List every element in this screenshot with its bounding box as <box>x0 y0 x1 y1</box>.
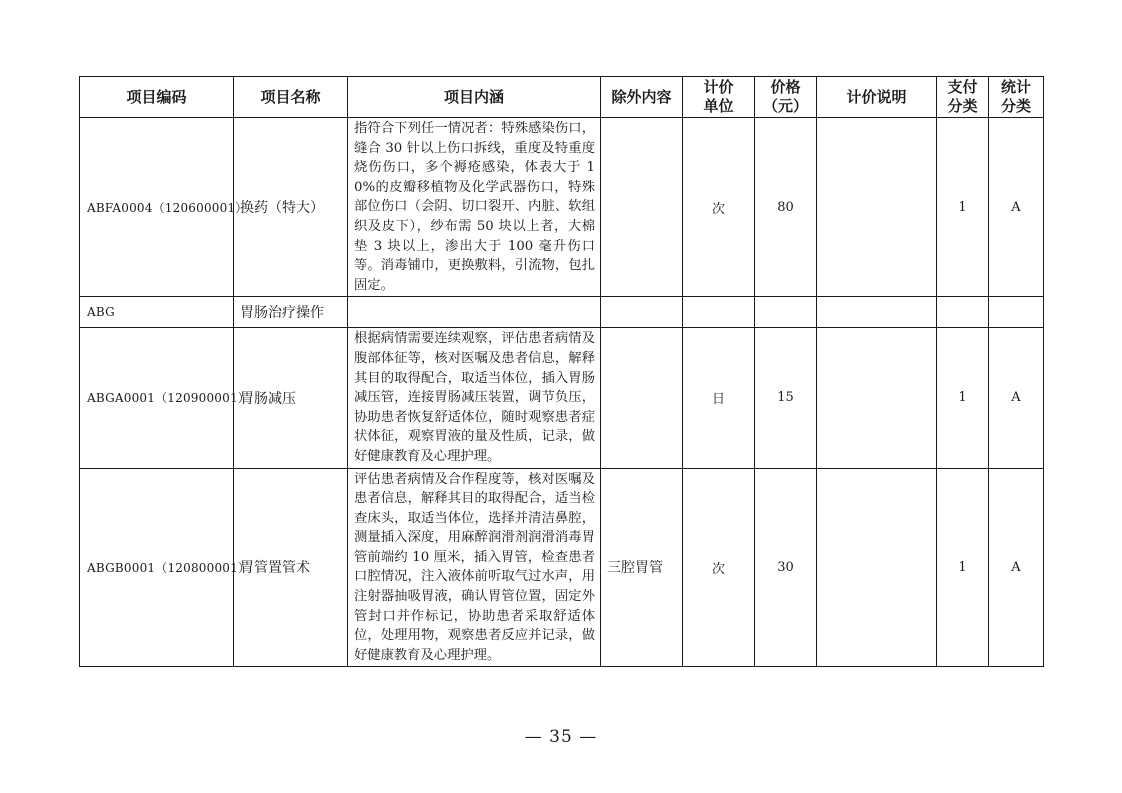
cell-content: 指符合下列任一情况者：特殊感染伤口，缝合 30 针以上伤口拆线，重度及特重度烧伤伤口，多个褥疮感染，体表大于 10%的皮瓣移植物及化学武器伤口，特殊部位伤口（会阴、切口裂开、内脏、软组织及皮下），纱布需 50 块以上者，大棉垫 3 块以上，渗出大于 100 毫升伤口等。消毒铺巾，更换敷料，引流物，包扎固定。 <box>348 118 601 297</box>
cell-exclusions <box>601 328 683 468</box>
header-unit: 计价 单位 <box>683 77 755 118</box>
table-row <box>80 118 1044 297</box>
cell-unit: 次 <box>683 468 755 667</box>
header-name: 项目名称 <box>234 77 348 118</box>
header-exclusions: 除外内容 <box>601 77 683 118</box>
cell-payment-category <box>937 297 989 328</box>
cell-pricing-note <box>817 297 937 328</box>
table-row <box>80 468 1044 667</box>
cell-code: ABFA0004（120600001） <box>80 118 234 297</box>
header-code: 项目编码 <box>80 77 234 118</box>
cell-code: ABGA0001（120900001） <box>80 328 234 468</box>
cell-stat-category: A <box>989 328 1044 468</box>
cell-exclusions <box>601 118 683 297</box>
cell-exclusions: 三腔胃管 <box>601 468 683 667</box>
cell-content <box>348 297 601 328</box>
cell-content: 根据病情需要连续观察，评估患者病情及腹部体征等，核对医嘱及患者信息，解释其目的取得配合，取适当体位，插入胃肠减压管，连接胃肠减压装置，调节负压，协助患者恢复舒适体位，随时观察患者症状体征，观察胃液的量及性质，记录，做好健康教育及心理护理。 <box>348 328 601 468</box>
cell-pricing-note <box>817 468 937 667</box>
cell-stat-category: A <box>989 118 1044 297</box>
cell-price <box>755 297 817 328</box>
page-number: — 35 — <box>524 727 598 747</box>
cell-pricing-note <box>817 118 937 297</box>
cell-unit: 日 <box>683 328 755 468</box>
header-pricing-note: 计价说明 <box>817 77 937 118</box>
cell-name: 换药（特大） <box>234 118 348 297</box>
header-payment-category: 支付 分类 <box>937 77 989 118</box>
table-row <box>80 328 1044 468</box>
cell-exclusions <box>601 297 683 328</box>
header-price: 价格 （元） <box>755 77 817 118</box>
cell-payment-category: 1 <box>937 328 989 468</box>
cell-name: 胃肠减压 <box>234 328 348 468</box>
cell-price: 80 <box>755 118 817 297</box>
fee-schedule-table <box>79 76 1044 667</box>
cell-stat-category: A <box>989 468 1044 667</box>
cell-name: 胃肠治疗操作 <box>234 297 348 328</box>
cell-content: 评估患者病情及合作程度等，核对医嘱及患者信息，解释其目的取得配合，适当检查床头，取适当体位，选择并清洁鼻腔，测量插入深度，用麻醉润滑剂润滑消毒胃管前端约 10 厘米，插入胃管，检查患者口腔情况，注入液体前听取气过水声，用注射器抽吸胃液，确认胃管位置，固定外管封口并作标记，协助患者采取舒适体位，处理用物，观察患者反应并记录，做好健康教育及心理护理。 <box>348 468 601 667</box>
cell-unit: 次 <box>683 118 755 297</box>
header-content: 项目内涵 <box>348 77 601 118</box>
header-row <box>80 77 1044 118</box>
cell-unit <box>683 297 755 328</box>
cell-price: 15 <box>755 328 817 468</box>
cell-payment-category: 1 <box>937 468 989 667</box>
cell-stat-category <box>989 297 1044 328</box>
cell-code: ABGB0001（120800001） <box>80 468 234 667</box>
cell-pricing-note <box>817 328 937 468</box>
table-row-section <box>80 297 1044 328</box>
cell-payment-category: 1 <box>937 118 989 297</box>
cell-price: 30 <box>755 468 817 667</box>
cell-name: 胃管置管术 <box>234 468 348 667</box>
header-stat-category: 统计 分类 <box>989 77 1044 118</box>
cell-code: ABG <box>80 297 234 328</box>
